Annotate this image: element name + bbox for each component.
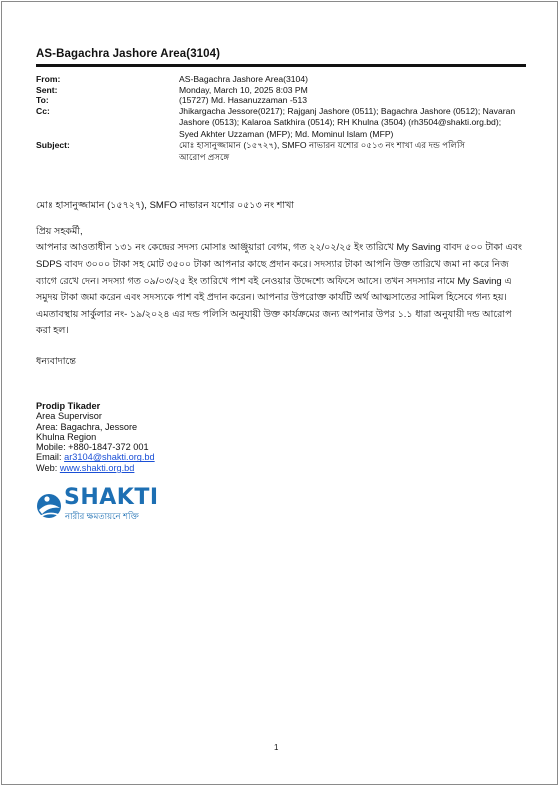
title-divider <box>36 64 526 67</box>
cc-line: Jhikargacha Jessore(0217); Rajganj Jashore (0511); Bagachra Jashore (0512); Navaran <box>179 105 516 116</box>
body-paragraph: এমতাবস্থায় সার্কুলার নং- ১৯/২০২৪ এর দন্ড পলিসি অনুযায়ী উক্ত কার্যক্রমের জন্য আপনার উপর ১.১ ধারা অনুযায়ী দন্ড আরোপ করা হল। <box>36 308 512 337</box>
signer-area: Area: Bagachra, Jessore <box>36 421 138 432</box>
subject-label: Subject: <box>36 140 70 151</box>
signer-designation: Area Supervisor <box>36 411 102 422</box>
from-row <box>36 74 526 85</box>
reference-line: মোঃ হাসানুজ্জামান (১৫৭২৭), SMFO নাভারন যশোর ০৫১৩ নং শাখা <box>36 200 295 211</box>
signer-name: Prodip Tikader <box>36 401 101 411</box>
email-label: Email: <box>36 452 65 463</box>
signer-mobile: Mobile: +880-1847-372 001 <box>36 442 149 453</box>
web-label: Web: <box>36 462 60 473</box>
email-body <box>36 198 526 380</box>
web-link[interactable]: www.shakti.org.bd <box>59 462 135 473</box>
subject-value <box>179 140 526 163</box>
from-value: AS-Bagachra Jashore Area(3104) <box>179 74 308 84</box>
document-title: AS-Bagachra Jashore Area(3104) <box>36 48 221 60</box>
sent-value: Monday, March 10, 2025 8:03 PM <box>179 84 308 95</box>
to-row <box>36 95 526 106</box>
signature-block <box>36 401 155 473</box>
email-header <box>36 74 526 163</box>
subject-line: আরোপ প্রসঙ্গে <box>179 151 230 162</box>
shakti-logo <box>36 486 159 528</box>
cc-label: Cc: <box>36 105 50 116</box>
from-label: From: <box>36 74 61 84</box>
logo-text <box>64 486 159 522</box>
sent-row <box>36 85 526 96</box>
logo-tagline: নারীর ক্ষমতায়নে শক্তি <box>65 511 139 521</box>
sent-label: Sent: <box>36 84 58 95</box>
closing-line: ধন্যবাদান্তে <box>36 355 76 367</box>
signer-region: Khulna Region <box>36 431 97 442</box>
signer-email-row <box>36 452 155 462</box>
cc-line: Jashore (0513); Kalaroa Satkhira (0514); RH Khulna (3504) (rh3504@shakti.org.bd); <box>179 117 502 128</box>
to-label: To: <box>36 95 49 106</box>
shakti-logo-icon <box>36 486 62 526</box>
body-paragraph: আপনার আওতাধীন ১৩১ নং কেন্দ্রের সদস্য মোসাঃ আঞ্জুয়ারা বেগম, গত ২২/০২/২৫ ইং তারিখে My Saving বাবদ ৫০০ টাকা এবং SDPS বাবদ ৩০০০ টাকা সহ মোট ৩৫০০ টাকা আপনার কাছে প্রদান করে। সদস্যার টাকা আপনি উক্ত তারিখে জমা না করে নিজ ব্যাগে রেখে দেন। সদস্যা গত ০৯/০৩/২৫ ইং তারিখে পাশ বই নেওয়ার উদ্দেশ্যে অফিসে আসে। তখন সদস্যার নামে My Saving এ সমুদয় টাকা জমা করেন এবং সদস্যকে পাশ বই প্রদান করেন। আপনার উপরোক্ত কার্যটি অর্থ আত্মসাতের সামিল হিসেবে গন্য হয়। <box>36 242 523 304</box>
subject-line: মোঃ হাসানুজ্জামান (১৫৭২৭), SMFO নাভারন যশোর ০৫১৩ নং শাখা এর দন্ড পলিসি <box>179 140 466 151</box>
page-number: 1 <box>274 743 279 752</box>
signer-web-row <box>36 463 155 473</box>
cc-line: Syed Akhter Uzzaman (MFP); Md. Mominul Islam (MFP) <box>179 128 394 139</box>
cc-row <box>36 106 526 141</box>
cc-value <box>179 106 526 141</box>
logo-name: SHAKTI <box>64 485 159 510</box>
subject-row <box>36 140 526 163</box>
to-value: (15727) Md. Hasanuzzaman -513 <box>179 95 308 106</box>
document-page <box>1 1 558 785</box>
greeting: প্রিয় সহকর্মী, <box>36 226 83 238</box>
email-link[interactable]: ar3104@shakti.org.bd <box>64 452 155 463</box>
